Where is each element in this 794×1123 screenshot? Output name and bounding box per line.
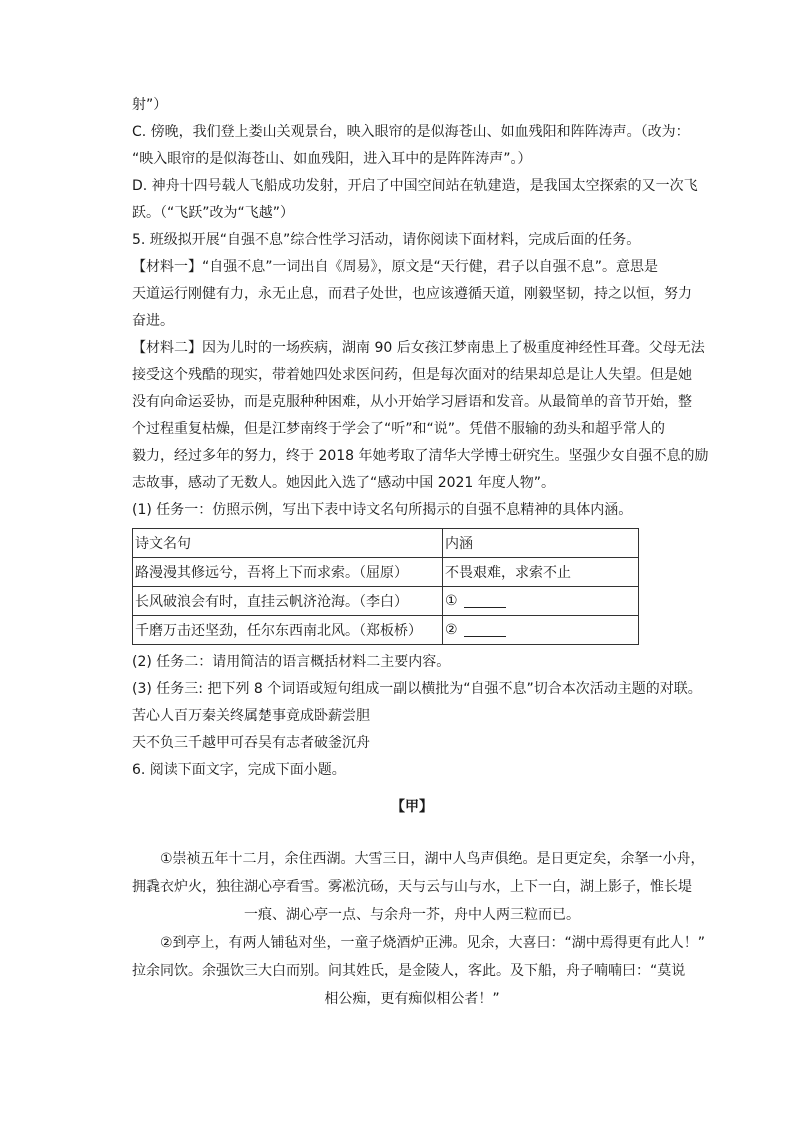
table-cell-meaning <box>443 616 639 645</box>
couplet-words-line: 苦心人百万秦关终属楚事竟成卧薪尝胆 <box>132 708 370 724</box>
material-2-line: 接受这个残酷的现实，带着她四处求医问药，但是每次面对的结果却总是让人失望。但是她 <box>132 367 692 383</box>
passage-line: 一痕、湖心亭一点、与余舟一芥，舟中人两三粒而已。 <box>244 907 580 923</box>
task-2-prompt: (2) 任务二：请用简洁的语言概括材料二主要内容。 <box>132 654 451 670</box>
option-d-line: D. 神舟十四号载人飞船成功发射，开启了中国空间站在轨建造，是我国太空探索的又一次飞 <box>132 178 698 194</box>
table-cell-quote: 长风破浪会有时，直挂云帆济沧海。（李白） <box>133 587 443 616</box>
text-line: “映入眼帘的是似海苍山、如血残阳，进入耳中的是阵阵涛声”。） <box>132 151 532 167</box>
table-header-row <box>133 529 639 558</box>
material-2-line: 没有向命运妥协，而是克服种种困难，从小开始学习唇语和发音。从最简单的音节开始，整 <box>132 394 692 410</box>
answer-marker: ① <box>445 593 458 609</box>
material-2-line: 毅力，经过多年的努力，终于 2018 年她考取了清华大学博士研究生。坚强少女自强不息的励 <box>132 448 709 464</box>
passage-line: ①崇祯五年十二月，余住西湖。大雪三日，湖中人鸟声俱绝。是日更定矣，余拏一小舟， <box>160 851 705 867</box>
table-row <box>133 587 639 616</box>
task-3-prompt: (3) 任务三: 把下列 8 个词语或短句组成一副以横批为“自强不息”切合本次活动主题的对联。 <box>132 681 702 697</box>
question-6-title: 6. 阅读下面文字，完成下面小题。 <box>132 762 346 778</box>
couplet-words-line: 天不负三千越甲可吞吴有志者破釜沉舟 <box>132 735 370 751</box>
answer-marker: ② <box>445 622 458 638</box>
option-c-line: C. 傍晚，我们登上娄山关观景台，映入眼帘的是似海苍山、如血残阳和阵阵涛声。（改为： <box>132 124 690 140</box>
task-table <box>132 528 639 645</box>
answer-blank[interactable] <box>464 624 506 637</box>
material-2-line: 个过程重复枯燥，但是江梦南终于学会了“听”和“说”。凭借不服输的劲头和超乎常人的 <box>132 421 666 437</box>
table-header-cell: 诗文名句 <box>133 529 443 558</box>
classical-passage <box>132 845 706 1013</box>
table-row <box>133 616 639 645</box>
table-cell-meaning <box>443 587 639 616</box>
material-1-line: 天道运行刚健有力，永无止息，而君子处世，也应该遵循天道，刚毅坚韧，持之以恒，努力 <box>132 286 692 302</box>
material-2-line: 【材料二】因为儿时的一场疾病，湖南 90 后女孩江梦南患上了极重度神经性耳聋。父母无法 <box>132 340 705 356</box>
text-line: 跃。（“飞跃”改为“飞越”） <box>132 205 295 221</box>
answer-blank[interactable] <box>464 595 506 608</box>
table-header-cell: 内涵 <box>443 529 639 558</box>
task-1-prompt: (1) 任务一：仿照示例，写出下表中诗文名句所揭示的自强不息精神的具体内涵。 <box>132 502 633 518</box>
passage-line: 相公痴，更有痴似相公者！” <box>324 991 500 1007</box>
text-line: 射”） <box>132 97 168 113</box>
passage-line: 拥毳衣炉火，独往湖心亭看雪。雾凇沆砀，天与云与山与水，上下一白，湖上影子，惟长堤 <box>132 879 692 895</box>
material-1-line: 奋进。 <box>132 313 174 329</box>
passage-line: 拉余同饮。余强饮三大白而别。问其姓氏，是金陵人，客此。及下船，舟子喃喃曰：“莫说 <box>132 963 686 979</box>
table-cell-quote: 千磨万击还坚劲，任尔东西南北风。（郑板桥） <box>133 616 443 645</box>
material-2-line: 志故事，感动了无数人。她因此入选了“感动中国 2021 年度人物”。 <box>132 475 556 491</box>
table-row <box>133 558 639 587</box>
table-cell-meaning: 不畏艰难，求索不止 <box>443 558 639 587</box>
passage-line: ②到亭上，有两人铺毡对坐，一童子烧酒炉正沸。见余，大喜曰：“湖中焉得更有此人！” <box>160 935 706 951</box>
table-cell-quote: 路漫漫其修远兮，吾将上下而求索。（屈原） <box>133 558 443 587</box>
passage-heading: 【甲】 <box>391 799 433 815</box>
question-5-title: 5. 班级拟开展“自强不息”综合性学习活动，请你阅读下面材料，完成后面的任务。 <box>132 232 641 248</box>
material-1-line: 【材料一】“自强不息”一词出自《周易》，原文是“天行健，君子以自强不息”。意思是 <box>132 259 659 275</box>
document-content <box>132 92 709 1013</box>
